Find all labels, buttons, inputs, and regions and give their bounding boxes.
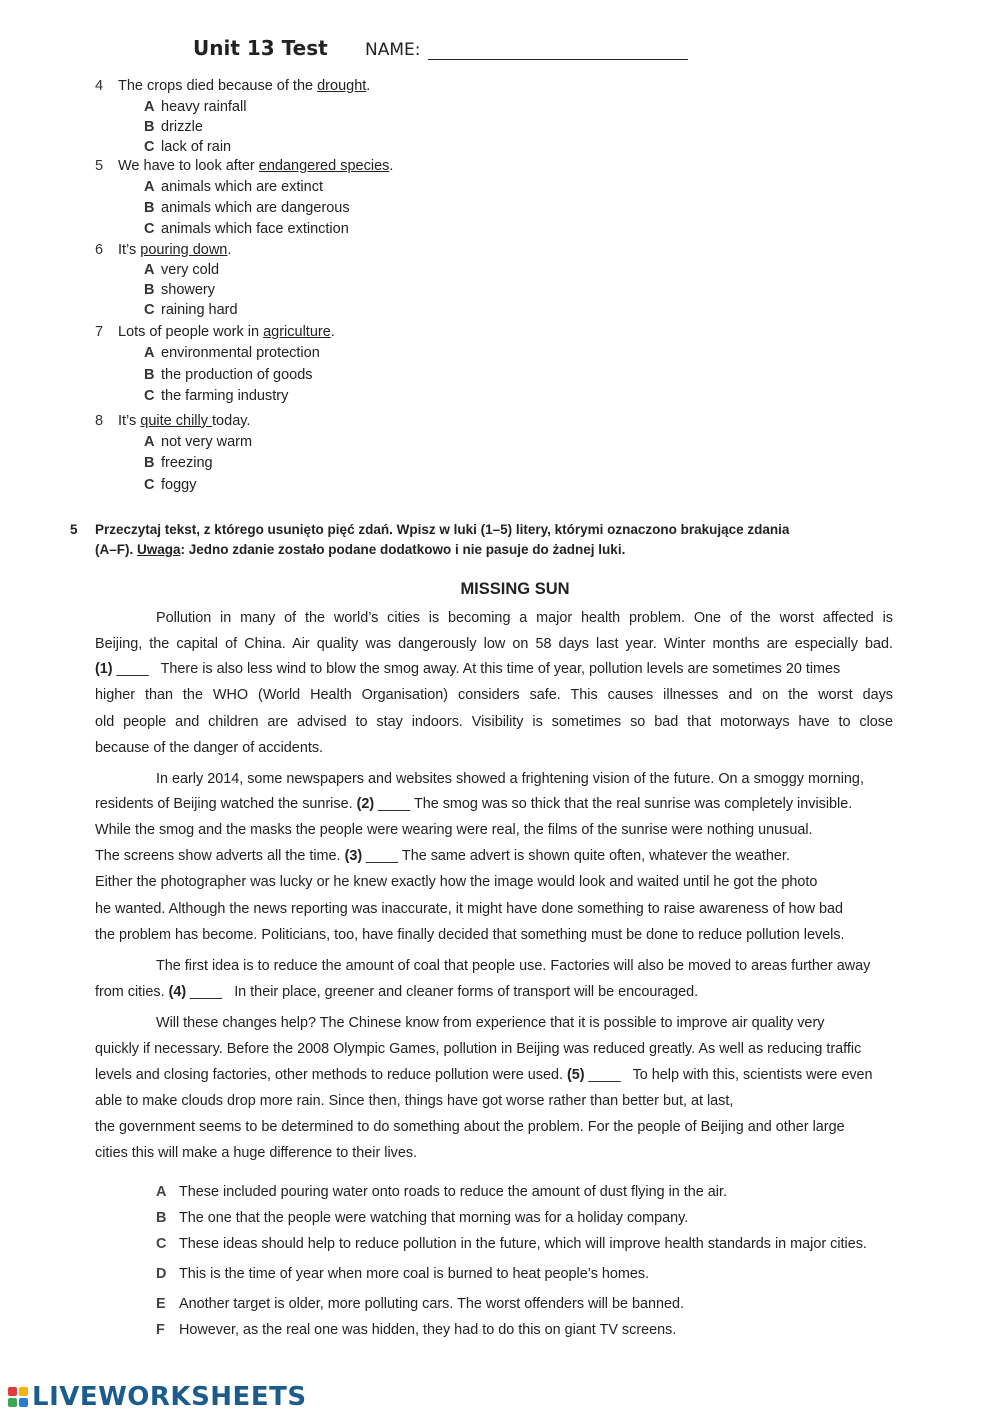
option-4a[interactable]: A heavy rainfall [144, 99, 247, 115]
sentence-d: D This is the time of year when more coal is burned to heat people’s homes. [156, 1266, 650, 1282]
text-line: The first idea is to reduce the amount of coal that people use. Factories will also be moved to areas further away [156, 958, 871, 974]
option-5b[interactable]: B animals which are dangerous [144, 200, 350, 216]
text-line: While the smog and the masks the people were wearing were real, the films of the sunrise were nothing unusual. [95, 822, 813, 838]
question-7: 7 Lots of people work in agriculture. [95, 324, 335, 340]
text-line: In early 2014, some newspapers and websites showed a frightening vision of the future. On a smoggy morning, [156, 771, 864, 787]
option-5c[interactable]: C animals which face extinction [144, 221, 349, 237]
option-8c[interactable]: C foggy [144, 477, 197, 493]
option-7b[interactable]: B the production of goods [144, 367, 313, 383]
question-5: 5 We have to look after endangered species. [95, 158, 394, 174]
text-line: old people and children are advised to stay indoors. Visibility is sometimes so bad that motorways have to close [95, 714, 893, 730]
gap-3-blank[interactable]: ____ [366, 848, 399, 864]
text-line: quickly if necessary. Before the 2008 Olympic Games, pollution in Beijing was reduced greatly. As well as reducing traffic [95, 1041, 862, 1057]
text-line: the problem has become. Politicians, too, have finally decided that something must be done to reduce pollution levels. [95, 927, 845, 943]
text-line-gap-2: residents of Beijing watched the sunrise. (2) ____ The smog was so thick that the real sunrise was completely invisible. [95, 796, 853, 812]
text-line: Beijing, the capital of China. Air quality was dangerously low on 58 days last year. Winter months are especially bad. [95, 636, 893, 652]
option-5a[interactable]: A animals which are extinct [144, 179, 323, 195]
text-line: because of the danger of accidents. [95, 740, 324, 756]
text-line: Pollution in many of the world’s cities is becoming a major health problem. One of the worst affected is [156, 610, 893, 626]
liveworksheets-logo-icon [8, 1387, 28, 1407]
text-line: Will these changes help? The Chinese know from experience that it is possible to improve air quality very [156, 1015, 825, 1031]
logo-text: LIVEWORKSHEETS [32, 1382, 307, 1412]
sentence-c: C These ideas should help to reduce pollution in the future, which will improve health standards in major cities. [156, 1236, 867, 1252]
option-6c[interactable]: C raining hard [144, 302, 238, 318]
option-8b[interactable]: B freezing [144, 455, 213, 471]
option-4b[interactable]: B drizzle [144, 119, 203, 135]
sentence-b: B The one that the people were watching that morning was for a holiday company. [156, 1210, 689, 1226]
option-7a[interactable]: A environmental protection [144, 345, 320, 361]
liveworksheets-logo[interactable] [8, 1381, 307, 1413]
text-line: cities this will make a huge difference to their lives. [95, 1145, 418, 1161]
text-line: able to make clouds drop more rain. Since then, things have got worse rather than better but, at last, [95, 1093, 734, 1109]
question-8: 8 It’s quite chilly today. [95, 413, 251, 429]
text-line: Either the photographer was lucky or he knew exactly how the image would look and waited until he got the photo [95, 874, 818, 890]
sentence-e: E Another target is older, more polluting cars. The worst offenders will be banned. [156, 1296, 685, 1312]
gap-1-label: (1) [95, 661, 113, 677]
option-6a[interactable]: A very cold [144, 262, 220, 278]
gap-5-blank[interactable]: ____ [588, 1067, 621, 1083]
text-line: the government seems to be determined to do something about the problem. For the people of Beijing and other large [95, 1119, 845, 1135]
option-7c[interactable]: C the farming industry [144, 388, 289, 404]
option-4c[interactable]: C lack of rain [144, 139, 232, 155]
gap-3-label: (3) [344, 848, 363, 864]
text-line-gap-3: The screens show adverts all the time. (3) ____ The same advert is shown quite often, whatever the weather. [95, 848, 790, 864]
name-answer-line[interactable] [428, 59, 688, 60]
task-5-instructions: 5 Przeczytaj tekst, z którego usunięto pięć zdań. Wpisz w luki (1–5) litery, którymi oznaczono brakujące zdania (A–F). Uwaga: Jedno zdanie zostało podane dodatkowo i nie pasuje do żadnej luki. [70, 522, 790, 557]
page-header [193, 36, 813, 68]
text-line-gap-5: levels and closing factories, other methods to reduce pollution were used. (5) ____ To help with this, scientists were even [95, 1067, 873, 1083]
story-title: MISSING SUN [460, 580, 570, 598]
sentence-a: A These included pouring water onto roads to reduce the amount of dust flying in the air. [156, 1184, 727, 1200]
gap-2-blank[interactable]: ____ [378, 796, 411, 812]
gap-4-blank[interactable]: ____ [190, 984, 223, 1000]
text-line: higher than the WHO (World Health Organisation) considers safe. This causes illnesses and on the worst days [95, 687, 893, 703]
question-6: 6 It’s pouring down. [95, 242, 232, 258]
question-4: 4 The crops died because of the drought. [95, 78, 371, 94]
test-title: Unit 13 Test [193, 36, 328, 60]
name-label: NAME: [365, 40, 421, 60]
text-line-gap-4: from cities. (4) ____ In their place, greener and cleaner forms of transport will be encouraged. [95, 984, 699, 1000]
option-6b[interactable]: B showery [144, 282, 215, 298]
gap-1-blank[interactable]: ____ [116, 661, 149, 677]
text-line: he wanted. Although the news reporting was inaccurate, it might have done something to raise awareness of how bad [95, 901, 843, 917]
option-8a[interactable]: A not very warm [144, 434, 253, 450]
gap-4-label: (4) [168, 984, 187, 1000]
sentence-f: F However, as the real one was hidden, they had to do this on giant TV screens. [156, 1322, 677, 1338]
gap-5-label: (5) [566, 1067, 585, 1083]
gap-2-label: (2) [356, 796, 375, 812]
text-line-gap-1: (1) ____ There is also less wind to blow the smog away. At this time of year, pollution levels are sometimes 20 times [95, 661, 841, 677]
